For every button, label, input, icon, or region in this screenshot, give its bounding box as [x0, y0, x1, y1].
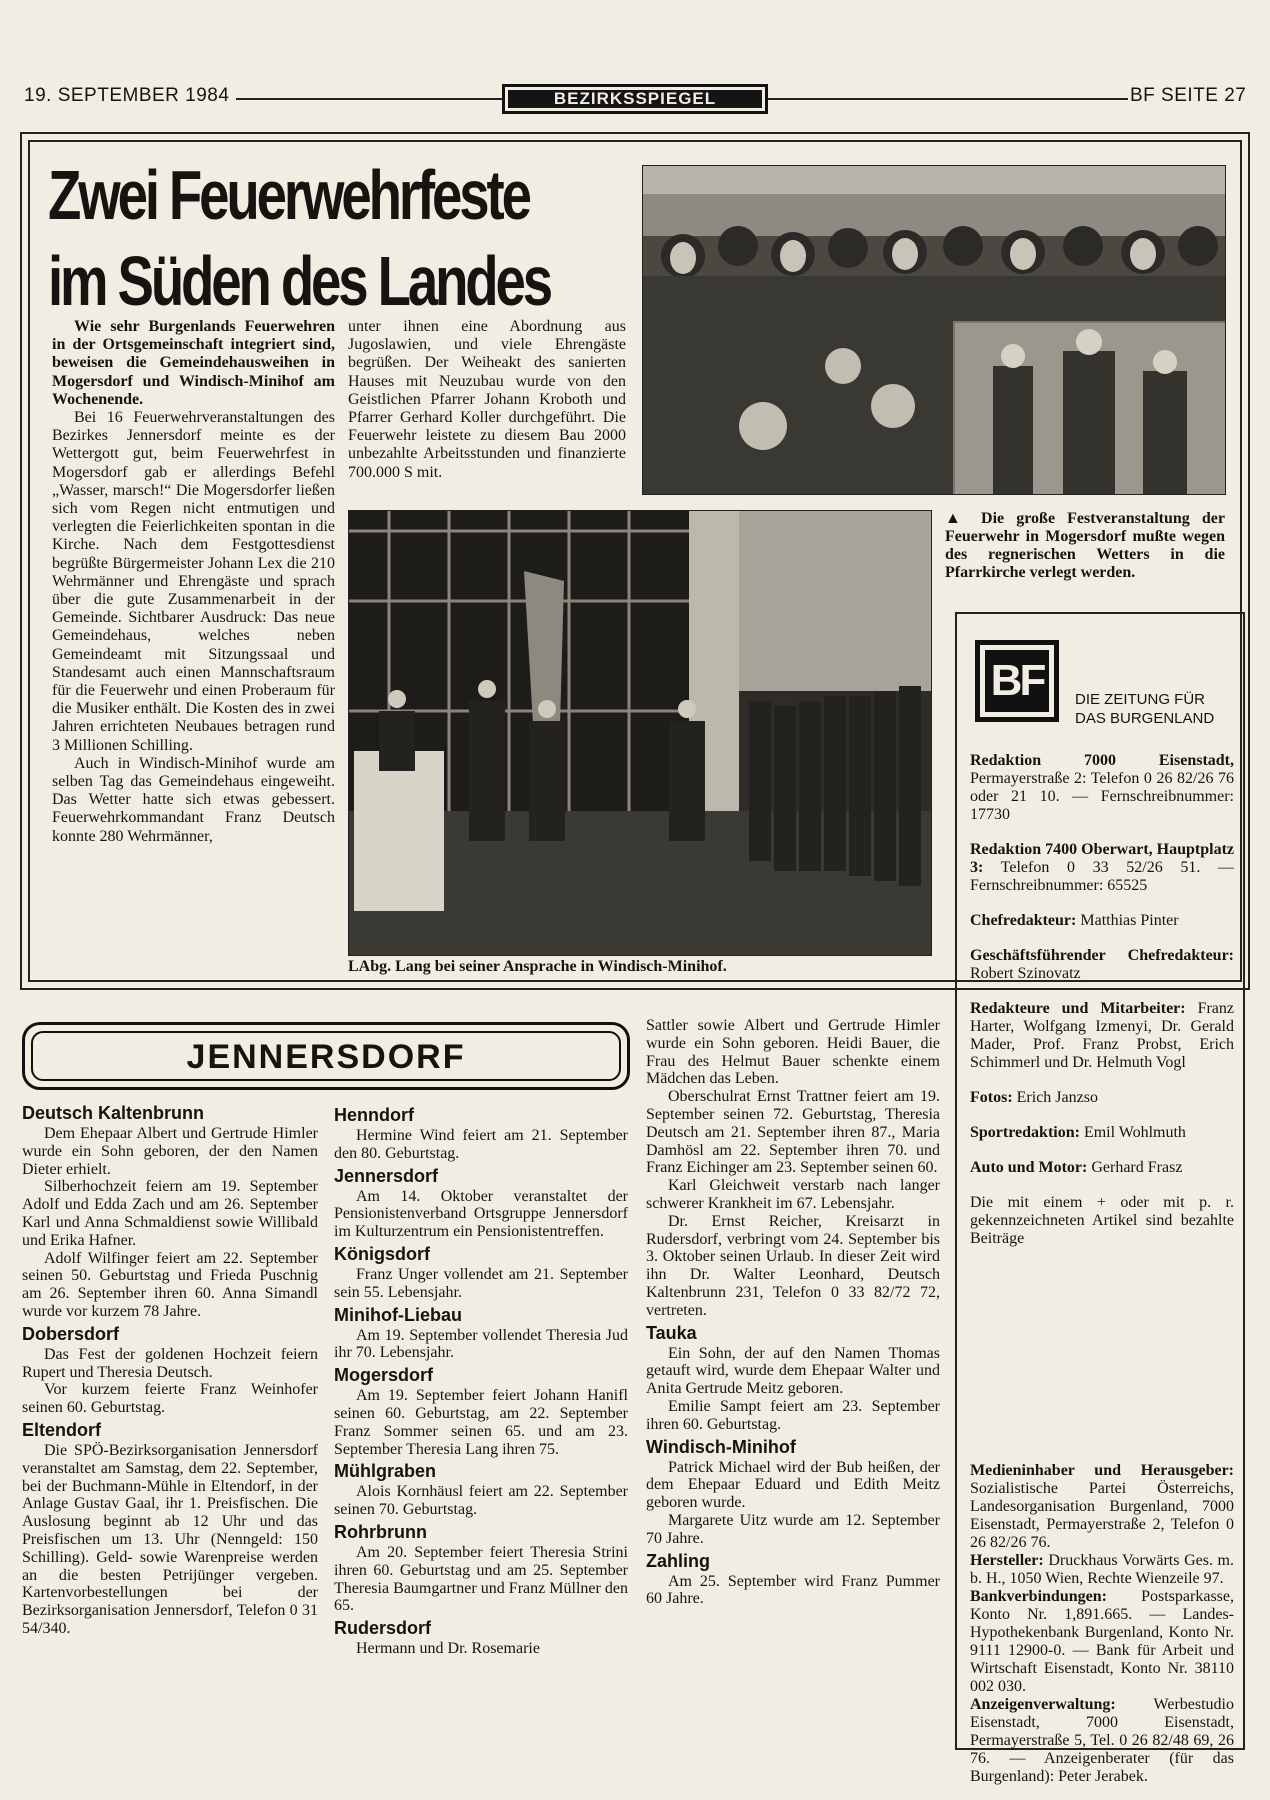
- section-label-text: BEZIRKSSPIEGEL: [508, 90, 762, 108]
- headline-line-1: Zwei Feuerwehrfeste: [48, 156, 529, 234]
- place-heading: Minihof-Liebau: [334, 1304, 462, 1325]
- place-heading: Deutsch Kaltenbrunn: [22, 1103, 205, 1123]
- photo-church-ceremony: [642, 165, 1226, 495]
- photo-speech-windisch-minihof: [348, 510, 932, 956]
- news-paragraph: Oberschulrat Ernst Trattner feiert am 19. September seinen 72. Geburtstag, Theresia Deutsch am 21. September ihren 87., Maria Damhösl am 22. September ihren 70. und Franz Eichinger am 23. September seinen 60.: [646, 1088, 940, 1177]
- imprint-item: [970, 1696, 1234, 1786]
- news-paragraph: Hermine Wind feiert am 21. September den 80. Geburtstag.: [334, 1127, 628, 1162]
- place-heading: Dobersdorf: [22, 1323, 120, 1344]
- feature-paragraph: Auch in Windisch-Minihof wurde am selben Tag das Gemeindehaus eingeweiht. Das Wetter hatte sich etwas gebessert. Feuerwehrkommandant Franz Deutsch konnte 280 Wehrmänner,: [52, 754, 335, 845]
- photo-church-svg: [643, 166, 1226, 495]
- place-heading: Mogersdorf: [334, 1365, 433, 1386]
- masthead-imprint: [970, 1462, 1234, 1786]
- masthead-item: [970, 1124, 1234, 1142]
- place-heading: Eltendorf: [22, 1419, 101, 1440]
- news-paragraph: Franz Unger vollendet am 21. September sein 55. Lebensjahr.: [334, 1265, 628, 1301]
- headline-line-2: im Süden des Landes: [48, 242, 551, 320]
- feature-column-1: [52, 318, 335, 846]
- page-number: BF SEITE 27: [1130, 85, 1247, 106]
- place-heading: Rohrbrunn: [334, 1521, 427, 1542]
- news-paragraph: Silberhochzeit feiern am 19. September Adolf und Edda Zach und am 26. September Karl und Anna Schmaldienst sowie Willibald und Erika Hafner.: [22, 1178, 318, 1249]
- masthead-item: [970, 912, 1234, 930]
- feature-column-2: [348, 318, 626, 482]
- district-title: JENNERSDORF: [31, 1031, 621, 1081]
- feature-lead: Wie sehr Burgenlands Feuerwehren in der Ortsgemeinschaft integriert sind, beweisen die Gemeindehausweihen in Mogersdorf und Windisch-Minihof am Wochenende.: [52, 318, 335, 408]
- news-column-1: [22, 1100, 318, 1638]
- imprint-item-text: Postsparkasse, Konto Nr. 1,891.665. — Landes-Hypothekenbank Burgenland, Konto Nr. 9111 12900-0. — Bank für Arbeit und Wirtschaft Eisenstadt, Konto Nr. 38110 002 030.: [970, 1588, 1234, 1695]
- feature-paragraph: unter ihnen eine Abordnung aus Jugoslawien, und viele Ehrengäste begrüßen. Der Weiheakt des sanierten Hauses mit Neuzubau wurde von den Geistlichen Pfarrer Johann Kroboth und Pfarrer Gerhard Koller durchgeführt. Die Feuerwehr leistete zu diesem Bau 2000 unbezahlte Arbeitsstunden und finanzierte 700.000 S mit.: [348, 318, 626, 481]
- news-paragraph: Am 25. September wird Franz Pummer 60 Jahre.: [646, 1572, 940, 1608]
- news-paragraph: Dem Ehepaar Albert und Gertrude Himler wurde ein Sohn geboren, der den Namen Dieter erhielt.: [22, 1125, 318, 1178]
- imprint-item: [970, 1588, 1234, 1696]
- imprint-item: [970, 1462, 1234, 1552]
- news-paragraph: Sattler sowie Albert und Gertrude Himler wurde ein Sohn geboren. Heidi Bauer, die Frau des Helmut Bauer schenkte einem Mädchen das Leben.: [646, 1017, 940, 1088]
- header-rule-left: [236, 98, 502, 100]
- masthead-item: [970, 947, 1234, 983]
- place-heading: Königsdorf: [334, 1243, 430, 1264]
- bf-logo-text: BF: [985, 650, 1049, 712]
- place-heading: Mühlgraben: [334, 1461, 436, 1482]
- header-rule-right: [768, 98, 1128, 100]
- issue-date: 19. SEPTEMBER 1984: [24, 85, 230, 106]
- masthead-item-text: Erich Janzso: [1012, 1089, 1098, 1106]
- news-paragraph: Vor kurzem feierte Franz Weinhofer seinen 60. Geburtstag.: [22, 1381, 318, 1417]
- masthead-item-text: Die mit einem + oder mit p. r. gekennzeichneten Artikel sind bezahlte Beiträge: [970, 1194, 1234, 1247]
- masthead-item: [970, 1159, 1234, 1177]
- news-paragraph: Am 14. Oktober veranstaltet der Pensionistenverband Ortsgruppe Jennersdorf im Kulturzentrum ein Pensionistentreffen.: [334, 1187, 628, 1241]
- place-heading: Tauka: [646, 1322, 697, 1343]
- masthead-tagline: [1075, 690, 1214, 728]
- masthead-item-label: Geschäftsführender Chefredakteur:: [970, 947, 1234, 964]
- news-paragraph: Dr. Ernst Reicher, Kreisarzt in Rudersdorf, verbringt vom 24. September bis 3. Oktober seinen Urlaub. In dieser Zeit wird ihn Dr. Walter Leonhard, Deutsch Kaltenbrunn 231, Telefon 0 33 82/72 72, vertreten.: [646, 1212, 940, 1319]
- masthead-staff-list: [970, 752, 1234, 1265]
- place-heading: Jennersdorf: [334, 1165, 439, 1186]
- caption-church-photo: ▲ Die große Festveranstaltung der Feuerwehr in Mogersdorf mußte wegen des regnerischen Wetters in die Pfarrkirche verlegt werden.: [945, 510, 1225, 581]
- masthead-item-label: Chefredakteur:: [970, 912, 1077, 929]
- masthead-item: [970, 1194, 1234, 1248]
- masthead-item-label: Redakteure und Mitarbeiter:: [970, 1000, 1186, 1017]
- masthead-item-text: Permayerstraße 2: Telefon 0 26 82/26 76 oder 21 10. — Fernschreibnummer: 17730: [970, 770, 1234, 823]
- imprint-item-label: Medieninhaber und Herausgeber:: [970, 1462, 1234, 1479]
- news-paragraph: Patrick Michael wird der Bub heißen, der dem Ehepaar Eduard und Edith Meitz geboren wurde.: [646, 1458, 940, 1512]
- district-banner: [22, 1022, 630, 1090]
- place-heading: Rudersdorf: [334, 1618, 432, 1639]
- masthead-item: [970, 1000, 1234, 1072]
- masthead-item-label: Redaktion 7400 Oberwart, Hauptplatz 3:: [970, 841, 1234, 876]
- news-paragraph: Am 19. September vollendet Theresia Jud ihr 70. Lebensjahr.: [334, 1326, 628, 1362]
- news-paragraph: Emilie Sampt feiert am 23. September ihren 60. Geburtstag.: [646, 1397, 940, 1433]
- news-paragraph: Hermann und Dr. Rosemarie: [356, 1640, 540, 1658]
- masthead-item-text: Matthias Pinter: [1076, 912, 1179, 929]
- imprint-item-text: Werbestudio Eisenstadt, 7000 Eisenstadt, Permayerstraße 5, Tel. 0 26 82/48 69, 26 76. — Anzeigenberater (für das Burgenland): Peter Jerabek.: [970, 1696, 1234, 1785]
- news-paragraph: Am 20. September feiert Theresia Strini ihren 60. Geburtstag und am 25. September Theresia Baumgartner und Franz Müllner den 65.: [334, 1543, 628, 1615]
- news-paragraph: Ein Sohn, der auf den Namen Thomas getauft wird, wurde dem Ehepaar Walter und Anita Gertrude Meitz geboren.: [646, 1344, 940, 1398]
- news-column-3: [646, 1017, 940, 1608]
- imprint-item-label: Anzeigenverwaltung:: [970, 1696, 1116, 1713]
- masthead-item: [970, 841, 1234, 895]
- news-paragraph: Margarete Uitz wurde am 12. September 70 Jahre.: [646, 1511, 940, 1547]
- section-label: [502, 84, 768, 114]
- imprint-item-text: Sozialistische Partei Österreichs, Landesorganisation Burgenland, 7000 Eisenstadt, Permayerstraße 2, Telefon 0 26 82/26 76.: [970, 1480, 1234, 1551]
- news-paragraph: Am 19. September feiert Johann Hanifl seinen 60. Geburtstag, am 22. September Franz Sommer seinen 65. und am 23. September Theresia Lang ihren 75.: [334, 1387, 628, 1458]
- feature-headline: [48, 152, 551, 324]
- masthead-item: [970, 752, 1234, 824]
- masthead-item-label: Fotos:: [970, 1089, 1013, 1106]
- news-paragraph: Die SPÖ-Bezirksorganisation Jennersdorf veranstaltet am Samstag, dem 22. September, bei der Buchmann-Mühle in Eltendorf, in der Anlage Gustav Gaal, ihr 1. Preisfischen. Die Auslosung beginnt ab 12 Uhr und das Preisfischen um 13. Uhr (Nenngeld: 150 Schilling). Geld- sowie Warenpreise werden an die besten Petrijünger vergeben. Kartenvorbestellungen bei der Bezirksorganisation Jennersdorf, Telefon 0 31 54/340.: [22, 1441, 318, 1637]
- imprint-item-text: Druckhaus Vorwärts Ges. m. b. H., 1050 Wien, Rechte Wienzeile 97.: [970, 1552, 1234, 1587]
- caption-speech-photo: LAbg. Lang bei seiner Ansprache in Windisch-Minihof.: [348, 958, 727, 975]
- masthead-item-text: Robert Szinovatz: [970, 965, 1081, 982]
- place-heading: Zahling: [646, 1550, 710, 1571]
- masthead-item-text: Gerhard Frasz: [1087, 1159, 1183, 1176]
- feature-paragraph: Bei 16 Feuerwehrveranstaltungen des Bezirkes Jennersdorf meinte es der Wettergott gut, beim Feuerwehrfest in Mogersdorf gab er allerdings Befehl „Wasser, marsch!“ Die Mogersdorfer ließen sich vom Regen nicht entmutigen und verlegten die Feierlichkeiten spontan in die Kirche. Nach dem Festgottesdienst begrüßte Bürgermeister Johann Lex die 210 Wehrmänner und Ehrengäste und sprach über die gute Zusammenarbeit in der Gemeinde. Sichtbarer Ausdruck: Das neue Gemeindehaus, welches neben Gemeindeamt mit Sitzungssaal und Standesamt auch einen Mannschaftsraum für die Feuerwehr und einen Proberaum für die Musiker enthält. Die Kosten des in zwei Jahren errichteten Neubaues betragen rund 3 Millionen Schilling.: [52, 409, 335, 754]
- place-heading: Henndorf: [334, 1105, 414, 1125]
- news-paragraph: Adolf Wilfinger feiert am 22. September seinen 50. Geburtstag und Frieda Puschnig am 26. September ihren 60. Anna Simandl wurde vor kurzem 78 Jahre.: [22, 1249, 318, 1320]
- news-paragraph: Karl Gleichweit verstarb nach langer schwerer Krankheit im 67. Lebensjahr.: [646, 1177, 940, 1212]
- masthead-item-text: Telefon 0 33 52/26 51. — Fernschreibnummer: 65525: [970, 859, 1234, 894]
- masthead-item-text: Franz Harter, Wolfgang Izmenyi, Dr. Gerald Mader, Prof. Franz Probst, Erich Schimmerl und Dr. Helmuth Vogl: [970, 1000, 1235, 1071]
- news-paragraph: Das Fest der goldenen Hochzeit feiern Rupert und Theresia Deutsch.: [22, 1345, 318, 1381]
- photo-speech-svg: [349, 511, 932, 956]
- masthead-item-label: Redaktion 7000 Eisenstadt,: [970, 752, 1234, 769]
- masthead-item: [970, 1089, 1234, 1107]
- masthead-item-label: Sportredaktion:: [970, 1124, 1080, 1141]
- bf-logo: [975, 640, 1059, 722]
- imprint-item: [970, 1552, 1234, 1588]
- news-column-2: [334, 1102, 628, 1658]
- imprint-item-label: Bankverbindungen:: [970, 1588, 1107, 1605]
- masthead-item-text: Emil Wohlmuth: [1079, 1124, 1186, 1141]
- place-heading: Windisch-Minihof: [646, 1436, 796, 1457]
- imprint-item-label: Hersteller:: [970, 1552, 1044, 1569]
- news-paragraph: Alois Kornhäusl feiert am 22. September seinen 70. Geburtstag.: [334, 1483, 628, 1519]
- tagline-line-1: DIE ZEITUNG FÜR: [1075, 691, 1205, 708]
- masthead-item-label: Auto und Motor:: [970, 1159, 1088, 1176]
- tagline-line-2: DAS BURGENLAND: [1075, 710, 1215, 727]
